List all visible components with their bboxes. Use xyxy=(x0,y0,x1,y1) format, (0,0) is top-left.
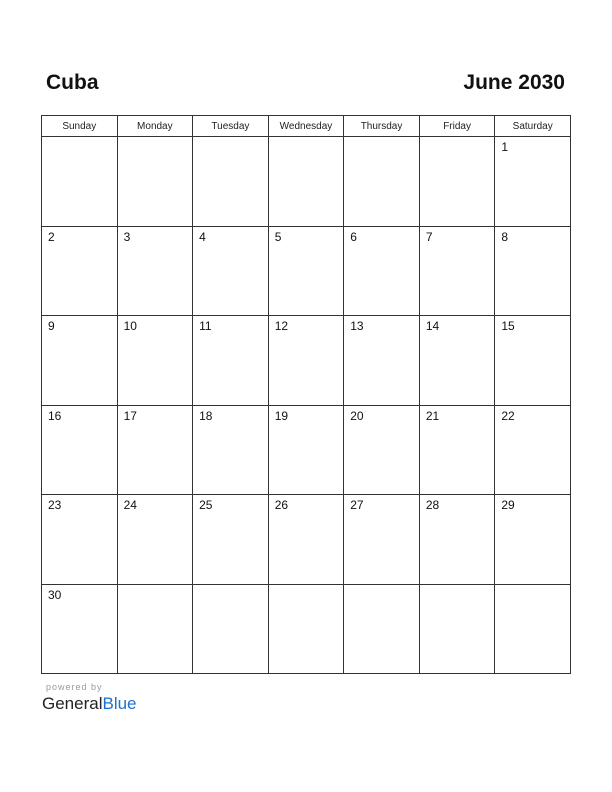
day-cell xyxy=(42,495,118,585)
weekday-thursday: Thursday xyxy=(344,116,420,137)
day-number: 14 xyxy=(425,319,440,333)
day-cell xyxy=(42,405,118,495)
day-number: 13 xyxy=(350,319,364,333)
day-number: 18 xyxy=(199,408,213,423)
day-number: 20 xyxy=(350,408,364,423)
weekday-wednesday: Wednesday xyxy=(268,116,344,137)
day-number xyxy=(495,585,570,588)
day-cell xyxy=(193,316,269,406)
day-cell xyxy=(419,405,495,495)
day-number: 6 xyxy=(350,229,357,244)
day-cell xyxy=(117,405,193,495)
weekday-monday: Monday xyxy=(117,116,193,137)
day-cell xyxy=(419,137,495,227)
day-number: 11 xyxy=(199,319,212,333)
day-number: 21 xyxy=(425,408,440,423)
day-cell xyxy=(193,495,269,585)
day-number: 7 xyxy=(425,229,433,244)
day-cell xyxy=(117,584,193,674)
week-row xyxy=(42,584,571,674)
day-number: 28 xyxy=(425,498,440,512)
day-number: 22 xyxy=(501,408,515,423)
day-number xyxy=(420,585,495,588)
day-cell xyxy=(419,226,495,316)
day-number xyxy=(344,585,419,588)
day-number: 1 xyxy=(501,140,509,154)
day-number: 12 xyxy=(274,319,289,333)
day-cell xyxy=(42,584,118,674)
day-number: 23 xyxy=(48,498,62,512)
day-number xyxy=(269,585,344,588)
day-cell xyxy=(344,405,420,495)
day-cell xyxy=(495,405,571,495)
day-number xyxy=(269,137,344,140)
brand-name-blue: Blue xyxy=(102,694,137,713)
day-cell xyxy=(495,495,571,585)
day-number: 3 xyxy=(123,229,131,244)
day-number: 5 xyxy=(274,229,282,244)
day-number: 25 xyxy=(199,498,213,512)
day-number xyxy=(118,585,193,588)
week-row xyxy=(42,226,571,316)
day-number: 4 xyxy=(199,229,206,244)
day-cell xyxy=(268,226,344,316)
day-cell xyxy=(193,226,269,316)
day-number: 8 xyxy=(501,229,509,244)
day-number: 2 xyxy=(48,229,55,244)
day-number: 29 xyxy=(501,498,515,512)
brand-logo[interactable] xyxy=(42,694,137,714)
country-title: Cuba xyxy=(46,71,99,94)
day-cell xyxy=(495,316,571,406)
weekday-friday: Friday xyxy=(419,116,495,137)
day-cell xyxy=(344,316,420,406)
day-number xyxy=(118,137,193,140)
day-cell xyxy=(193,584,269,674)
day-cell xyxy=(495,584,571,674)
day-cell xyxy=(344,584,420,674)
day-number: 10 xyxy=(123,319,137,333)
day-cell xyxy=(42,316,118,406)
day-cell xyxy=(344,226,420,316)
day-number: 26 xyxy=(274,498,289,512)
week-row xyxy=(42,405,571,495)
day-number: 24 xyxy=(123,498,137,512)
day-cell xyxy=(117,316,193,406)
day-cell xyxy=(42,137,118,227)
day-cell xyxy=(117,226,193,316)
day-cell xyxy=(495,226,571,316)
day-number: 30 xyxy=(48,587,62,602)
day-cell xyxy=(419,316,495,406)
day-cell xyxy=(344,137,420,227)
week-row xyxy=(42,316,571,406)
day-cell xyxy=(419,584,495,674)
day-number: 9 xyxy=(48,319,55,333)
day-number: 17 xyxy=(123,408,137,423)
day-number xyxy=(193,137,268,140)
day-number: 16 xyxy=(48,408,62,423)
day-cell xyxy=(117,495,193,585)
day-cell xyxy=(117,137,193,227)
day-cell xyxy=(193,405,269,495)
day-cell xyxy=(268,495,344,585)
day-cell xyxy=(268,584,344,674)
day-cell xyxy=(419,495,495,585)
day-number: 27 xyxy=(350,498,364,512)
day-cell xyxy=(193,137,269,227)
day-number: 15 xyxy=(501,319,515,333)
week-row xyxy=(42,495,571,585)
weekday-sunday: Sunday xyxy=(42,116,118,137)
month-year-title: June 2030 xyxy=(463,71,565,94)
brand-name-general: General xyxy=(42,694,103,713)
day-number xyxy=(420,137,495,140)
powered-by-text: powered by xyxy=(46,682,103,692)
day-cell xyxy=(42,226,118,316)
weekday-tuesday: Tuesday xyxy=(193,116,269,137)
day-cell xyxy=(495,137,571,227)
weekday-header-row xyxy=(42,116,571,137)
day-cell xyxy=(268,137,344,227)
day-cell xyxy=(344,495,420,585)
weekday-saturday: Saturday xyxy=(495,116,571,137)
day-cell xyxy=(268,316,344,406)
day-cell xyxy=(268,405,344,495)
day-number xyxy=(193,585,268,588)
calendar-grid xyxy=(41,115,571,674)
day-number xyxy=(344,137,419,140)
day-number xyxy=(42,137,117,140)
week-row xyxy=(42,137,571,227)
day-number: 19 xyxy=(274,408,289,423)
